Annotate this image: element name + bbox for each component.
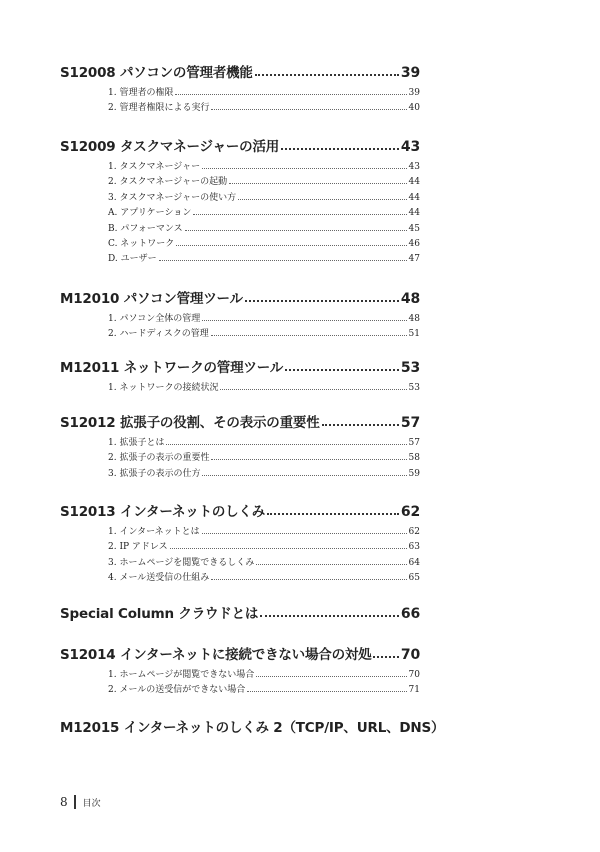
toc-section[interactable]: [60, 413, 420, 431]
dot-leader: [281, 148, 399, 150]
footer-label: 目次: [82, 798, 101, 809]
toc-item-title: A. アプリケーション: [108, 208, 192, 219]
toc-item-page: 48: [408, 314, 420, 324]
dot-leader: [185, 230, 407, 231]
toc-section-title: S12012 拡張子の役割、その表示の重要性: [60, 415, 320, 431]
table-of-contents: [60, 0, 445, 852]
toc-section[interactable]: [60, 137, 420, 155]
dot-leader: [202, 533, 407, 534]
toc-item[interactable]: [108, 252, 420, 264]
dot-leader: [255, 74, 399, 76]
toc-item[interactable]: [108, 222, 420, 234]
toc-item[interactable]: [108, 327, 420, 339]
toc-item[interactable]: [108, 451, 420, 463]
toc-item[interactable]: [108, 237, 420, 249]
toc-item-page: 62: [408, 527, 420, 537]
toc-item[interactable]: [108, 191, 420, 203]
toc-item-page: 44: [408, 208, 420, 219]
toc-item-page: 57: [408, 438, 420, 448]
toc-item-title: 1. パソコン全体の管理: [108, 314, 201, 324]
toc-item-title: 1. タスクマネージャー: [108, 162, 201, 172]
toc-section[interactable]: [60, 63, 420, 81]
toc-section-title: S12009 タスクマネージャーの活用: [60, 139, 280, 155]
toc-item-page: 65: [408, 573, 420, 584]
toc-item-page: 58: [408, 453, 420, 464]
toc-section-title: S12013 インターネットのしくみ: [60, 504, 266, 520]
toc-item[interactable]: [108, 467, 420, 479]
dot-leader: [175, 94, 406, 95]
toc-section-title: M12011 ネットワークの管理ツール: [60, 360, 284, 376]
dot-leader: [176, 245, 406, 246]
toc-item-page: 63: [408, 542, 420, 553]
toc-section[interactable]: [60, 502, 420, 520]
dot-leader: [166, 444, 406, 445]
dot-leader: [211, 335, 407, 336]
toc-item[interactable]: [108, 683, 420, 695]
dot-leader: [159, 260, 407, 261]
toc-item-title: D. ユーザー: [108, 254, 157, 265]
toc-item-page: 64: [408, 557, 420, 568]
toc-item-title: 2. 管理者権限による実行: [108, 103, 210, 114]
toc-item[interactable]: [108, 556, 420, 568]
toc-item-page: 59: [408, 468, 420, 479]
dot-leader: [245, 300, 399, 302]
toc-item-page: 71: [408, 685, 420, 696]
toc-section-page: 39: [400, 65, 420, 81]
toc-item[interactable]: [108, 101, 420, 113]
toc-item-title: 3. タスクマネージャーの使い方: [108, 192, 237, 203]
toc-item-page: 47: [408, 254, 420, 265]
toc-section-title: M12015 インターネットのしくみ 2（TCP/IP、URL、DNS）: [60, 720, 445, 736]
dot-leader: [211, 579, 406, 580]
toc-item-page: 53: [408, 383, 420, 393]
toc-item-page: 43: [408, 162, 420, 172]
dot-leader: [267, 513, 399, 515]
dot-leader: [211, 459, 406, 460]
toc-section[interactable]: [60, 718, 445, 736]
toc-section[interactable]: [60, 358, 420, 376]
toc-item-title: 1. インターネットとは: [108, 527, 200, 537]
toc-item-title: B. パフォーマンス: [108, 223, 183, 234]
toc-item-title: 1. ホームページが閲覧できない場合: [108, 670, 255, 680]
dot-leader: [220, 389, 406, 390]
toc-section[interactable]: [60, 604, 420, 622]
toc-item[interactable]: [108, 381, 420, 393]
toc-item-title: 2. 拡張子の表示の重要性: [108, 453, 210, 464]
toc-item[interactable]: [108, 206, 420, 218]
toc-item-title: 1. ネットワークの接続状況: [108, 383, 219, 393]
toc-item[interactable]: [108, 312, 420, 324]
toc-item[interactable]: [108, 571, 420, 583]
dot-leader: [193, 214, 406, 215]
toc-item-title: C. ネットワーク: [108, 239, 175, 249]
toc-item[interactable]: [108, 436, 420, 448]
toc-item[interactable]: [108, 668, 420, 680]
dot-leader: [202, 475, 406, 476]
toc-item-page: 70: [408, 670, 420, 680]
toc-section-page: 66: [400, 606, 420, 622]
toc-section-page: 48: [400, 291, 420, 307]
dot-leader: [170, 548, 407, 549]
toc-item-page: 39: [408, 88, 420, 98]
toc-item[interactable]: [108, 540, 420, 552]
toc-section-title: S12014 インターネットに接続できない場合の対処: [60, 647, 372, 663]
toc-item[interactable]: [108, 86, 420, 98]
toc-item-title: 1. 拡張子とは: [108, 438, 165, 448]
toc-item-title: 2. メールの送受信ができない場合: [108, 685, 246, 696]
toc-item-page: 51: [408, 329, 420, 340]
dot-leader: [373, 656, 398, 658]
dot-leader: [247, 691, 406, 692]
toc-item-title: 2. タスクマネージャーの起動: [108, 177, 228, 188]
dot-leader: [202, 320, 406, 321]
toc-section-page: 57: [400, 415, 420, 431]
page-footer: [60, 794, 101, 810]
toc-section[interactable]: [60, 289, 420, 307]
toc-item-title: 2. IP アドレス: [108, 542, 168, 553]
toc-item[interactable]: [108, 525, 420, 537]
toc-item-title: 3. 拡張子の表示の仕方: [108, 468, 201, 479]
toc-item-page: 44: [408, 192, 420, 203]
toc-item[interactable]: [108, 175, 420, 187]
page-number: 8: [60, 795, 68, 809]
toc-section-page: 62: [400, 504, 420, 520]
toc-section[interactable]: [60, 645, 420, 663]
toc-section-title: S12008 パソコンの管理者機能: [60, 65, 253, 81]
toc-item-page: 45: [408, 223, 420, 234]
dot-leader: [322, 424, 399, 426]
toc-item-page: 44: [408, 177, 420, 188]
dot-leader: [238, 199, 406, 200]
dot-leader: [202, 168, 406, 169]
toc-section-title: M12010 パソコン管理ツール: [60, 291, 243, 307]
toc-item-title: 2. ハードディスクの管理: [108, 329, 209, 340]
dot-leader: [211, 109, 406, 110]
toc-section-title: Special Column クラウドとは: [60, 606, 259, 622]
toc-section-page: 43: [400, 139, 420, 155]
dot-leader: [256, 676, 406, 677]
toc-section-page: 70: [400, 647, 420, 663]
toc-section-page: 53: [400, 360, 420, 376]
toc-item-title: 4. メール送受信の仕組み: [108, 573, 210, 584]
toc-item-page: 46: [408, 239, 420, 249]
dot-leader: [229, 183, 406, 184]
toc-item-page: 40: [408, 103, 420, 114]
dot-leader: [256, 564, 406, 565]
footer-divider: [74, 795, 76, 809]
toc-item[interactable]: [108, 160, 420, 172]
toc-item-title: 1. 管理者の権限: [108, 88, 174, 98]
dot-leader: [260, 615, 399, 617]
toc-item-title: 3. ホームページを閲覧できるしくみ: [108, 557, 255, 568]
dot-leader: [285, 369, 399, 371]
